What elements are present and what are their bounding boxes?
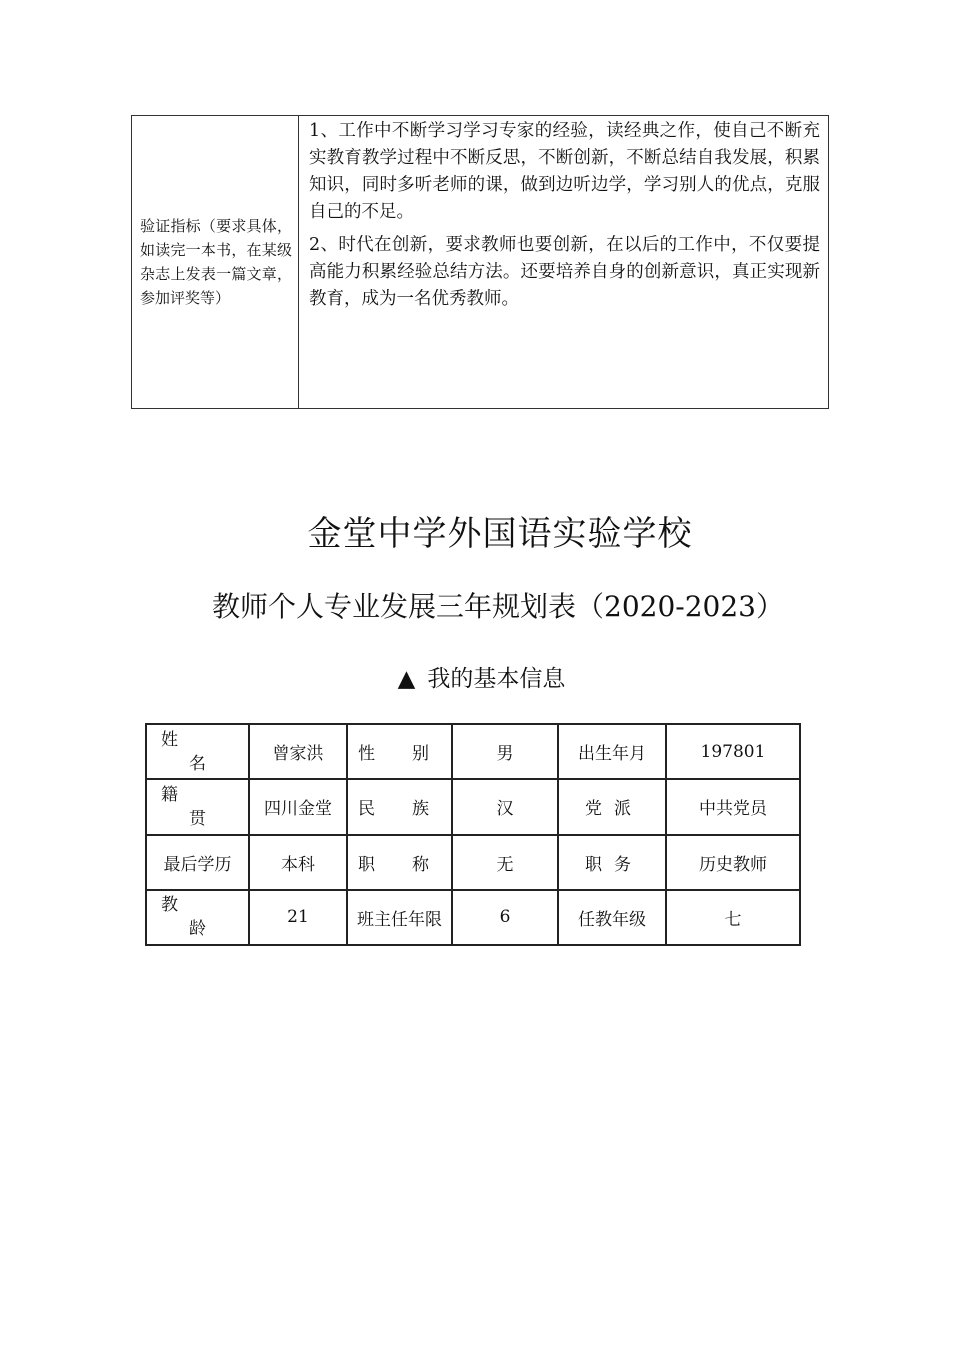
party-value: 中共党员 <box>666 779 800 834</box>
triangle-icon: ▲ <box>397 666 416 692</box>
name-label-cell <box>146 724 249 779</box>
education-label: 最后学历 <box>146 835 249 890</box>
title-value: 无 <box>452 835 558 890</box>
education-value: 本科 <box>249 835 347 890</box>
school-title: 金堂中学外国语实验学校 <box>307 514 693 554</box>
verification-row <box>132 116 829 409</box>
native-place-label-cell <box>146 779 249 834</box>
table-row <box>146 724 800 779</box>
native-place-label-char-2: 贯 <box>189 808 206 829</box>
name-label-char-2: 名 <box>189 753 206 774</box>
verification-table <box>131 115 829 409</box>
section-title <box>0 660 960 693</box>
head-teacher-years-label: 班主任年限 <box>347 890 452 945</box>
position-label: 职务 <box>558 835 666 890</box>
party-label: 党派 <box>558 779 666 834</box>
native-place-label-char-1: 籍 <box>161 784 178 805</box>
verification-paragraph-2: 2、时代在创新，要求教师也要创新，在以后的工作中，不仅要提高能力积累经验总结方法。还要培养自身的创新意识，真正实现新教育，成为一名优秀教师。 <box>309 235 820 309</box>
ethnicity-value: 汉 <box>452 779 558 834</box>
teaching-years-value: 21 <box>249 890 347 945</box>
verification-label: 验证指标（要求具体，如读完一本书，在某级杂志上发表一篇文章，参加评奖等） <box>132 116 299 409</box>
grade-value: 七 <box>666 890 800 945</box>
table-row <box>146 779 800 834</box>
gender-label: 性别 <box>347 724 452 779</box>
gender-value: 男 <box>452 724 558 779</box>
table-row <box>146 890 800 945</box>
basic-info-table <box>145 723 801 946</box>
table-row <box>146 835 800 890</box>
section-title-text: 我的基本信息 <box>427 666 566 692</box>
verification-content <box>299 116 829 409</box>
head-teacher-years-value: 6 <box>452 890 558 945</box>
verification-paragraph-1: 1、工作中不断学习学习专家的经验，读经典之作，使自己不断充实教育教学过程中不断反思，不断创新，不断总结自我发展，积累知识，同时多听老师的课，做到边听边学，学习别人的优点，克服自己的不足。 <box>309 121 820 222</box>
birth-label: 出生年月 <box>558 724 666 779</box>
grade-label: 任教年级 <box>558 890 666 945</box>
title-label: 职称 <box>347 835 452 890</box>
teaching-years-label-char-1: 教 <box>161 895 178 916</box>
native-place-value: 四川金堂 <box>249 779 347 834</box>
teaching-years-label-cell <box>146 890 249 945</box>
plan-title: 教师个人专业发展三年规划表（2020-2023） <box>212 590 784 623</box>
name-value: 曾家洪 <box>249 724 347 779</box>
teaching-years-label-char-2: 龄 <box>189 919 206 940</box>
ethnicity-label: 民族 <box>347 779 452 834</box>
name-label-char-1: 姓 <box>161 729 178 750</box>
birth-value: 197801 <box>666 724 800 779</box>
position-value: 历史教师 <box>666 835 800 890</box>
